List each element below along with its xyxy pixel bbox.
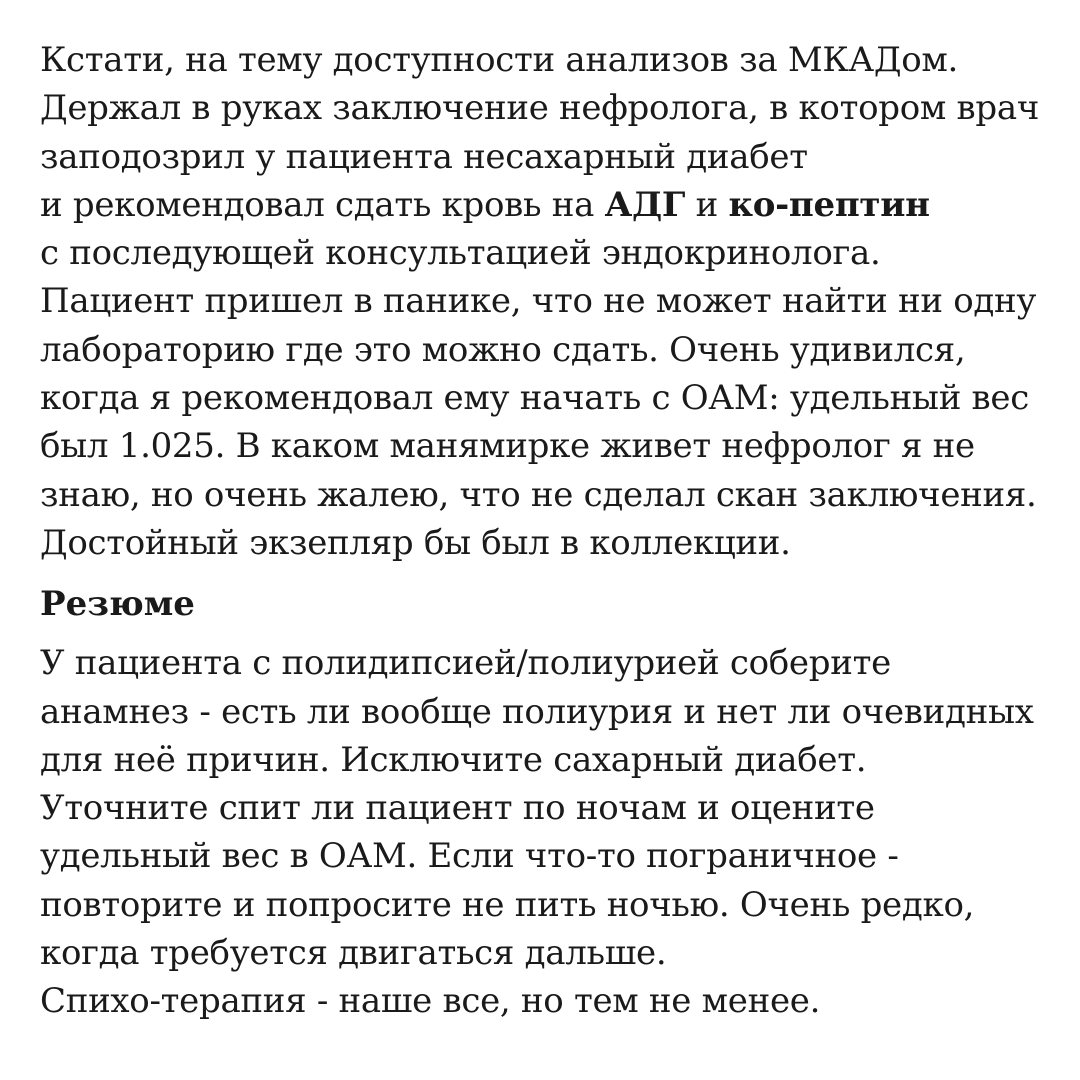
text-line: Держал в руках заключение нефролога, в котором врач (40, 88, 1040, 129)
text-line: заподозрил у пациента несахарный диабет (40, 136, 808, 177)
text-line: У пациента с полидипсией/полиурией соберите (40, 643, 891, 684)
bold-term-adh: АДГ (604, 184, 686, 225)
paragraph-summary (40, 639, 1060, 1025)
text-line: Спихо-терапия - наше все, но тем не менее. (40, 981, 821, 1022)
text-line: Пациент пришел в панике, что не может найти ни одну (40, 281, 1037, 322)
text-line: с последующей консультацией эндокринолога. (40, 233, 881, 274)
text-segment: и (685, 184, 729, 225)
text-line: Кстати, на тему доступности анализов за МКАДом. (40, 40, 959, 80)
text-line: анамнез - есть ли вообще полиурия и нет ли очевидных (40, 691, 1034, 732)
text-line: для неё причин. Исключите сахарный диабет. (40, 739, 867, 780)
text-line: удельный вес в ОАМ. Если что-то пограничное - (40, 836, 899, 877)
text-line: Достойный экзепляр бы был в коллекции. (40, 522, 791, 563)
text-line: повторите и попросите не пить ночью. Очень редко, (40, 884, 975, 925)
article-text (40, 36, 1060, 1026)
summary-heading: Резюме (40, 584, 195, 625)
text-line: Уточните спит ли пациент по ночам и оцените (40, 788, 875, 829)
text-segment: и рекомендовал сдать кровь на (40, 184, 605, 225)
text-line: когда требуется двигаться дальше. (40, 933, 667, 974)
text-line: был 1.025. В каком манямирке живет нефролог я не (40, 426, 975, 467)
bold-term-copeptin: ко-пептин (728, 184, 930, 225)
text-line: знаю, но очень жалею, что не сделал скан заключения. (40, 474, 1037, 515)
text-line: лабораторию где это можно сдать. Очень удивился, (40, 329, 966, 370)
text-line-with-bold-terms (40, 181, 1060, 229)
text-line: когда я рекомендовал ему начать с ОАМ: удельный вес (40, 378, 1029, 419)
paragraph-story (40, 36, 1060, 567)
